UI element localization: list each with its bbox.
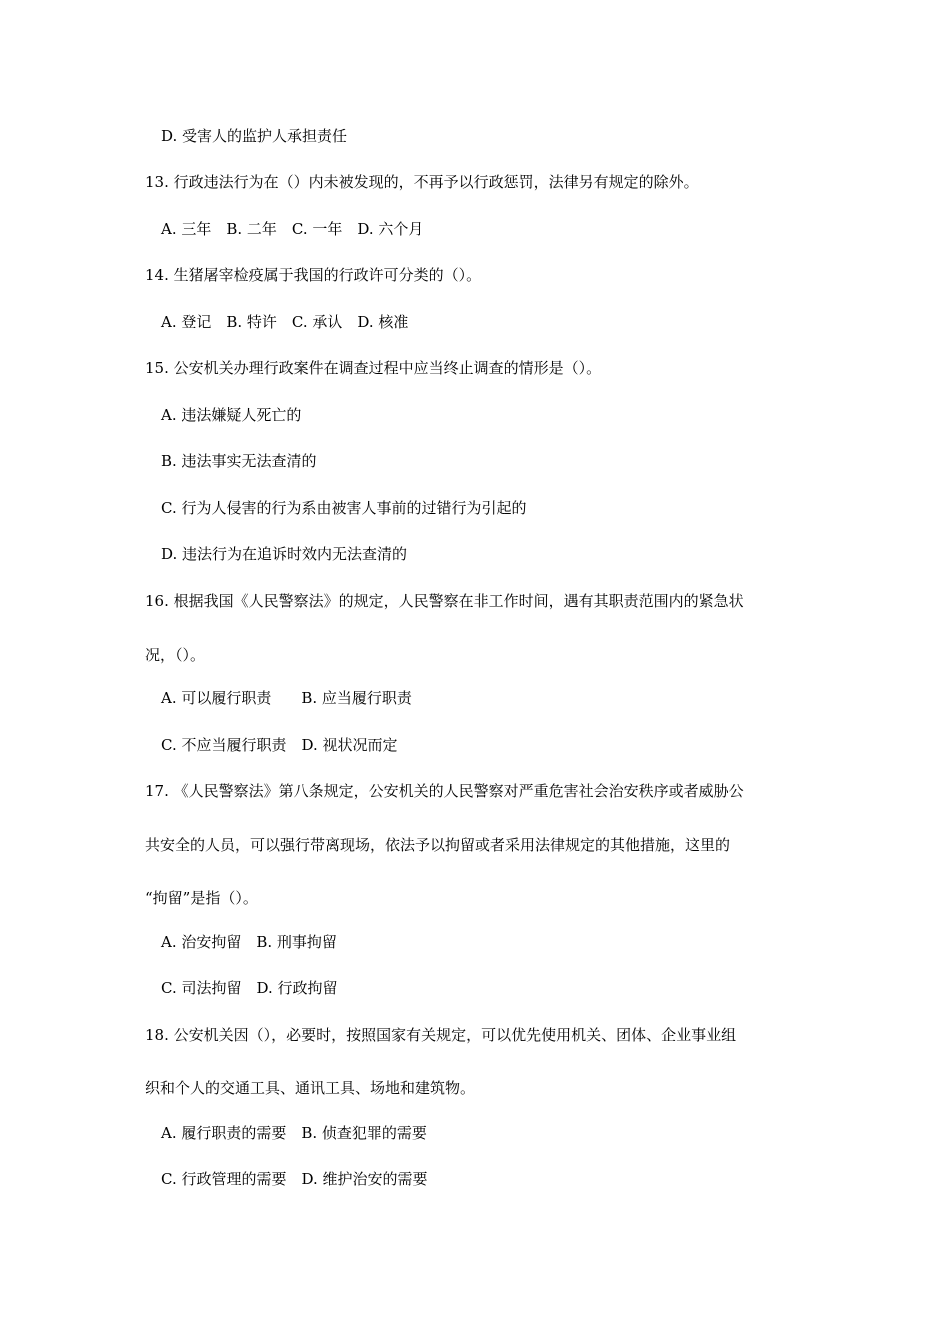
q17-options-ab: A. 治安拘留 B. 刑事拘留 — [161, 933, 337, 951]
q14-options: A. 登记 B. 特许 C. 承认 D. 核准 — [161, 313, 409, 331]
q18-options-ab: A. 履行职责的需要 B. 侦查犯罪的需要 — [161, 1124, 427, 1142]
q16-options-ab: A. 可以履行职责 B. 应当履行职责 — [161, 689, 412, 707]
q15-option-d: D. 违法行为在追诉时效内无法查清的 — [161, 545, 408, 563]
q15-option-b: B. 违法事实无法查清的 — [161, 452, 317, 470]
q17-options-cd: C. 司法拘留 D. 行政拘留 — [161, 979, 338, 997]
q12-option-d: D. 受害人的监护人承担责任 — [161, 127, 348, 145]
q16-options-cd: C. 不应当履行职责 D. 视状况而定 — [161, 736, 398, 754]
q17-stem-line3: “拘留”是指（）。 — [145, 889, 258, 907]
q13-stem: 13. 行政违法行为在（）内未被发现的，不再予以行政惩罚，法律另有规定的除外。 — [145, 173, 699, 191]
q15-option-c: C. 行为人侵害的行为系由被害人事前的过错行为引起的 — [161, 499, 527, 517]
q18-options-cd: C. 行政管理的需要 D. 维护治安的需要 — [161, 1170, 428, 1188]
q15-option-a: A. 违法嫌疑人死亡的 — [161, 406, 302, 424]
q18-stem-line1: 18. 公安机关因（），必要时，按照国家有关规定，可以优先使用机关、团体、企业事业组 — [145, 1026, 737, 1044]
q17-stem-line1: 17. 《人民警察法》第八条规定，公安机关的人民警察对严重危害社会治安秩序或者威胁公 — [145, 782, 744, 800]
q18-stem-line2: 织和个人的交通工具、通讯工具、场地和建筑物。 — [145, 1079, 476, 1097]
q17-stem-line2: 共安全的人员，可以强行带离现场，依法予以拘留或者采用法律规定的其他措施，这里的 — [145, 836, 731, 854]
q13-options: A. 三年 B. 二年 C. 一年 D. 六个月 — [161, 220, 424, 238]
q16-stem-line1: 16. 根据我国《人民警察法》的规定，人民警察在非工作时间，遇有其职责范围内的紧急状 — [145, 592, 744, 610]
q15-stem: 15. 公安机关办理行政案件在调查过程中应当终止调查的情形是（）。 — [145, 359, 602, 377]
q14-stem: 14. 生猪屠宰检疫属于我国的行政许可分类的（）。 — [145, 266, 482, 284]
q16-stem-line2: 况，（）。 — [145, 646, 206, 664]
